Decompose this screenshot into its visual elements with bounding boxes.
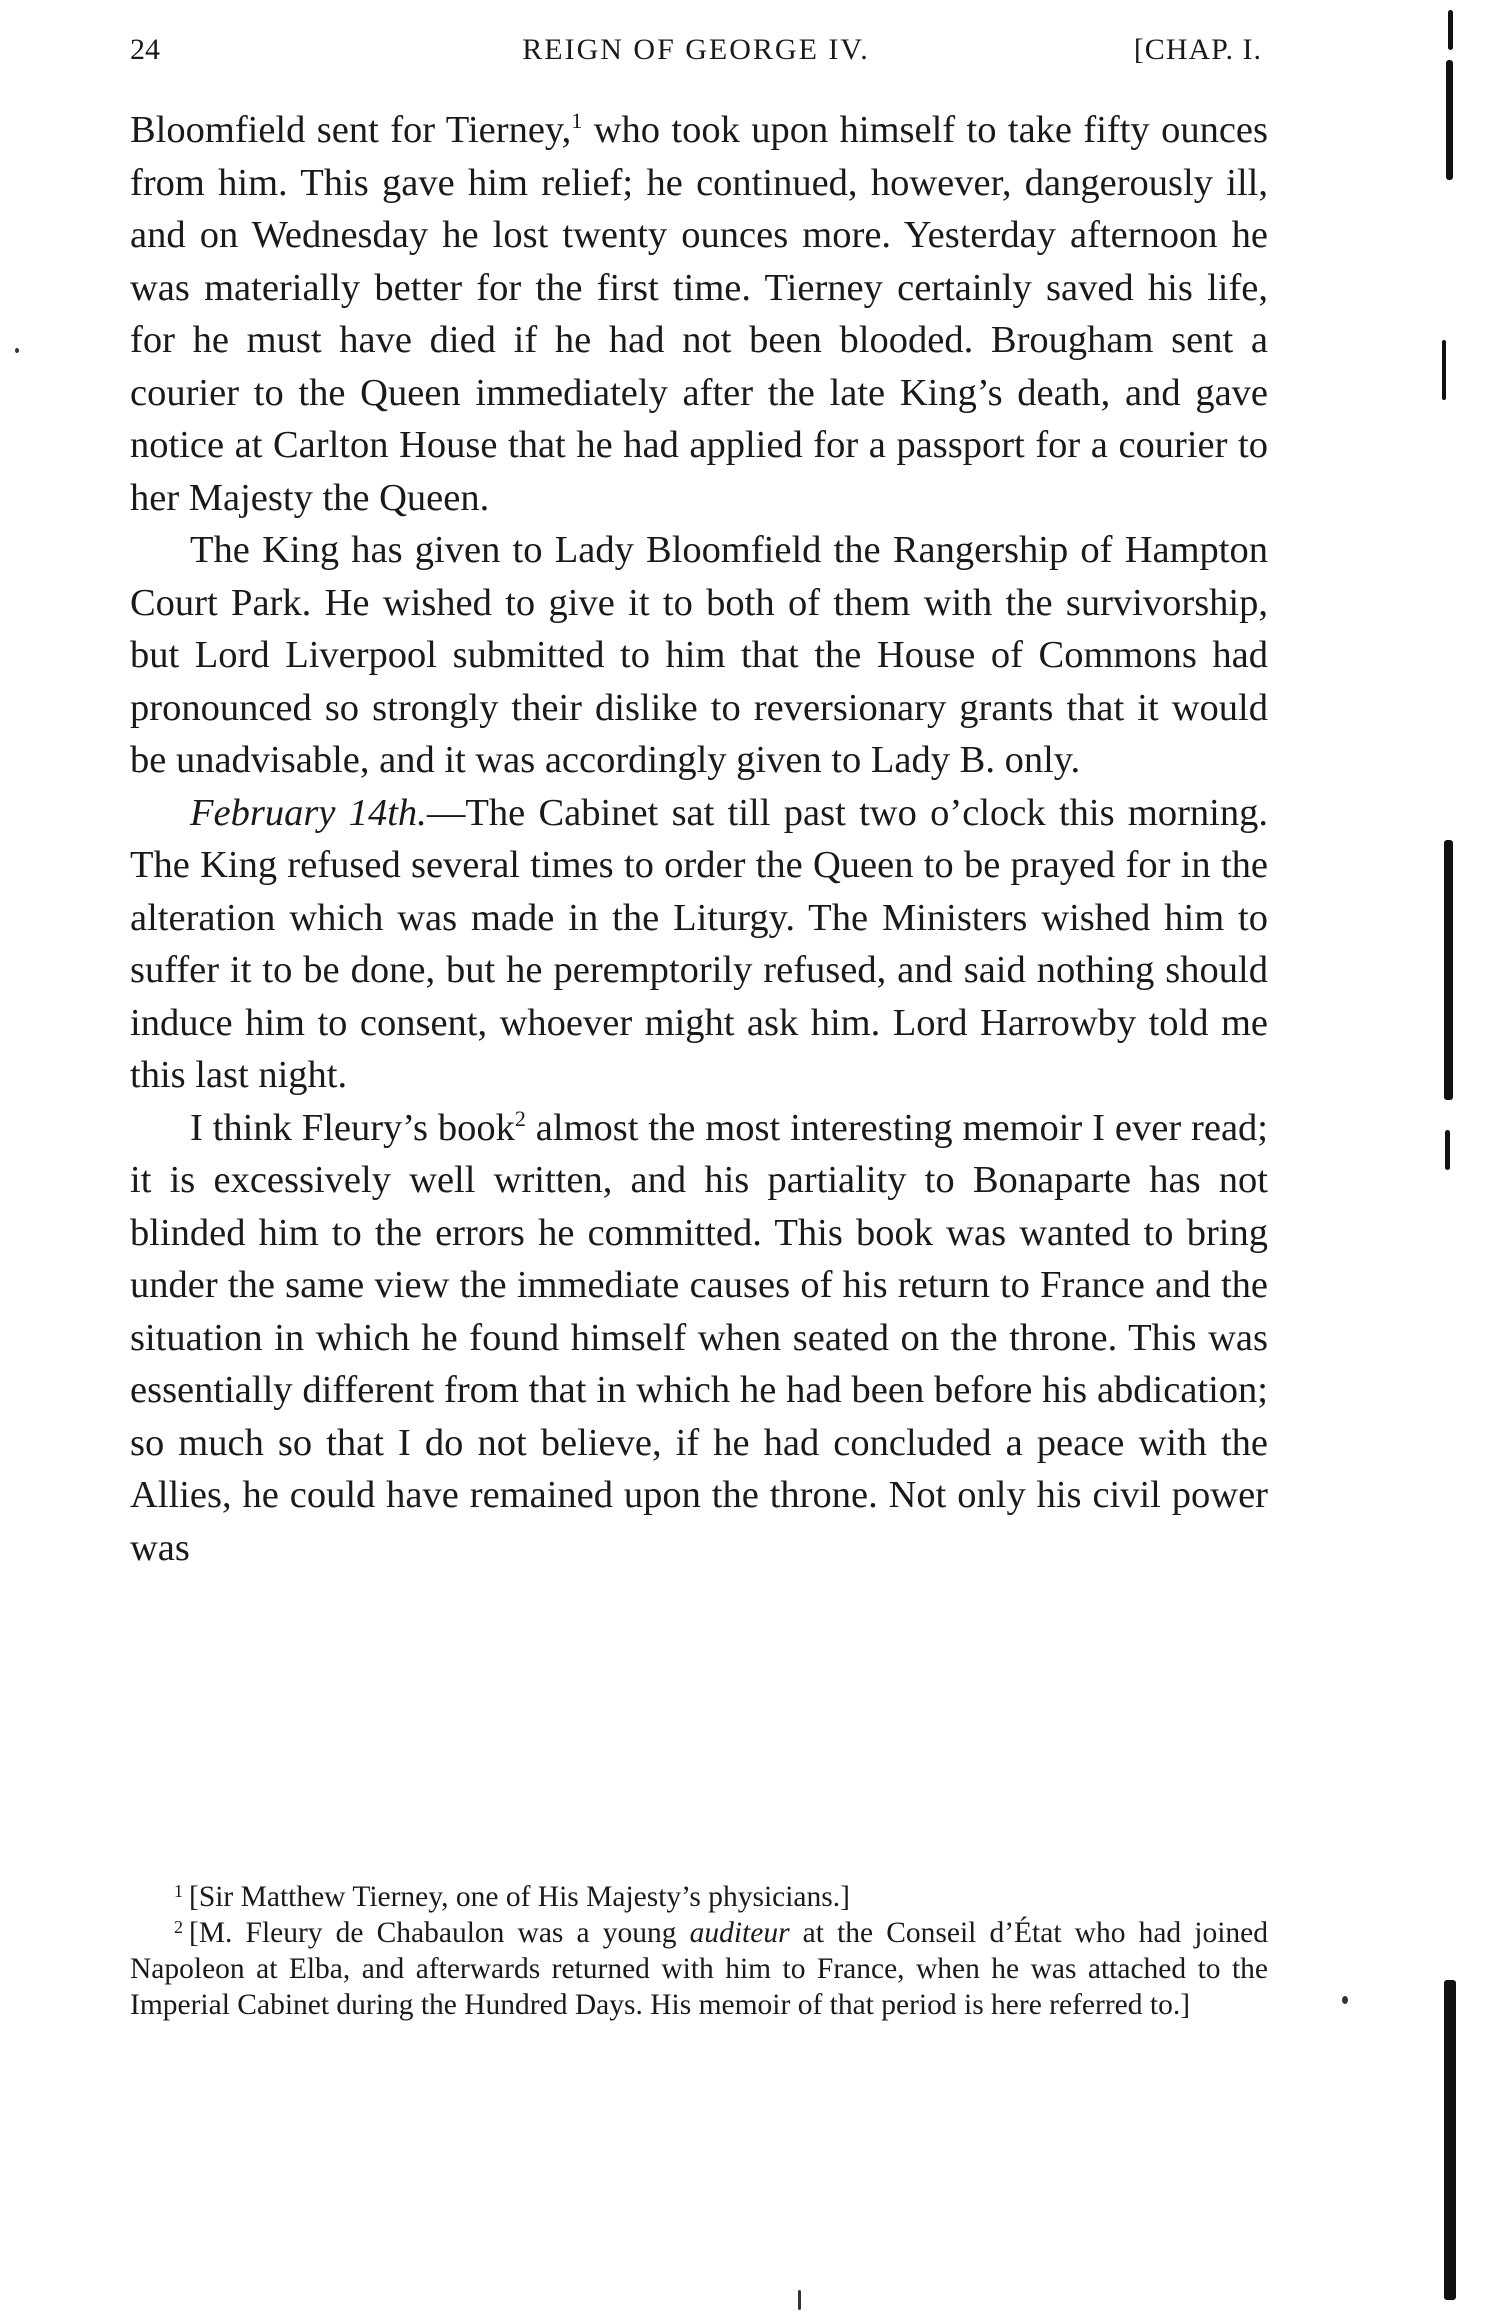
footnote-ref-2: 2 (514, 1105, 526, 1131)
footnote-2 (130, 1915, 1268, 2023)
paragraph-1 (130, 104, 1268, 524)
paragraph-4-start: I think Fleury’s book (190, 1106, 515, 1149)
chapter-label: [CHAP. I. (1133, 33, 1262, 66)
gutter-mark (1445, 1130, 1450, 1170)
body-text (130, 104, 1268, 1574)
footnotes (130, 1879, 1268, 2023)
print-speck (15, 348, 19, 353)
paragraph-3-text: —The Cabinet sat till past two o’clock this morning. The King refused several times to order the Queen to be prayed for in the alteration which was made in the Liturgy. The Ministers wished him to suffer it to be done, but he peremptorily refused, and said nothing should induce him to consent, whoever might ask him. Lord Harrowby told me this last night. (130, 791, 1268, 1096)
gutter-mark (1448, 10, 1453, 50)
paragraph-2: The King has given to Lady Bloomfield the Rangership of Hampton Court Park. He wished to give it to both of them with the survivorship, but Lord Liverpool submitted to him that the House of Commons had pronounced so strongly their dislike to reversionary grants that it would be unadvisable, and it was accordingly given to Lady B. only. (130, 529, 1268, 781)
footnote-mark-1: 1 (174, 1881, 183, 1901)
paragraph-4 (130, 1102, 1268, 1575)
paragraph-1-start: Bloomfield sent for Tierney, (130, 109, 572, 151)
footnote-2-post: at the Conseil d’État who had joined Napoleon at Elba, and afterwards returned with him to France, when he was attached to the Imperial Cabinet during the Hundred Days. His memoir of that period is here referred to.] (130, 1917, 1269, 2021)
page-number: 24 (130, 33, 160, 66)
running-header (130, 28, 1262, 72)
footnote-2-italic: auditeur (689, 1917, 790, 1949)
footnote-mark-2: 2 (174, 1917, 183, 1937)
gutter-mark (1444, 840, 1453, 1100)
paragraph-3 (130, 787, 1268, 1102)
footnote-1 (130, 1879, 1268, 1915)
footnote-ref-1: 1 (571, 108, 583, 133)
gutter-mark (1442, 340, 1446, 400)
gutter-mark (1446, 60, 1453, 180)
print-speck (798, 2290, 801, 2310)
footnote-2-pre: [M. Fleury de Chabaulon was a young (189, 1917, 690, 1949)
entry-date: February 14th. (190, 791, 427, 834)
binding-gutter-shadow (1442, 0, 1489, 2313)
footnote-1-text: [Sir Matthew Tierney, one of His Majesty’s physicians.] (189, 1881, 850, 1913)
running-title: REIGN OF GEORGE IV. (522, 33, 870, 66)
paragraph-1-rest: who took upon himself to take fifty ounces from him. This gave him relief; he continued, however, dangerously ill, and on Wednesday he lost twenty ounces more. Yesterday afternoon he was materially better for the first time. Tierney certainly saved his life, for he must have died if he had not been blooded. Brougham sent a courier to the Queen immediately after the late King’s death, and gave notice at Carlton House that he had applied for a passport for a courier to her Majesty the Queen. (130, 109, 1268, 519)
gutter-mark (1444, 1980, 1456, 2300)
paragraph-4-rest: almost the most interesting memoir I ever read; it is excessively well written, and his partiality to Bonaparte has not blinded him to the errors he committed. This book was wanted to bring under the same view the immediate causes of his return to France and the situation in which he found himself when seated on the throne. This was essentially different from that in which he had been before his abdication; so much so that I do not believe, if he had concluded a peace with the Allies, he could have remained upon the throne. Not only his civil power was (130, 1106, 1268, 1569)
print-speck (1342, 1996, 1348, 2004)
